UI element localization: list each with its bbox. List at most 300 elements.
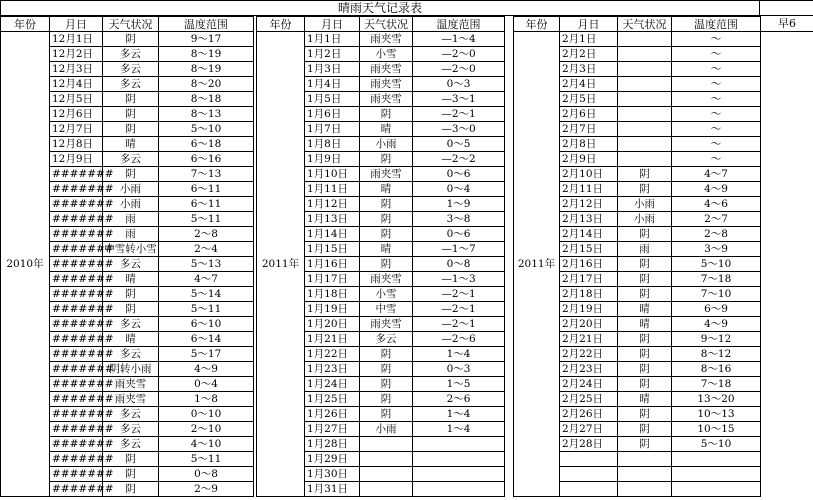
temp-range-cell[interactable]: 10～13 bbox=[672, 407, 761, 422]
weather-cell[interactable]: 阴 bbox=[618, 227, 672, 242]
temp-range-cell[interactable]: —3～0 bbox=[413, 122, 505, 137]
temp-range-cell[interactable]: 8～20 bbox=[159, 77, 254, 92]
date-cell[interactable]: 2月19日 bbox=[560, 302, 618, 317]
temp-range-cell[interactable]: 0～5 bbox=[413, 137, 505, 152]
weather-cell[interactable]: 多云 bbox=[103, 347, 159, 362]
date-cell[interactable]: 1月27日 bbox=[305, 422, 360, 437]
date-cell[interactable]: ####### bbox=[50, 167, 103, 182]
temp-range-cell[interactable]: 5～11 bbox=[159, 212, 254, 227]
weather-cell[interactable]: 阴 bbox=[618, 422, 672, 437]
weather-cell[interactable]: 阴 bbox=[103, 107, 159, 122]
weather-cell[interactable]: 阴 bbox=[360, 347, 413, 362]
weather-cell[interactable] bbox=[360, 437, 413, 452]
date-cell[interactable]: 1月13日 bbox=[305, 212, 360, 227]
year-cell[interactable]: 2010年 bbox=[1, 32, 50, 497]
temp-range-cell[interactable]: 2～9 bbox=[159, 482, 254, 497]
date-cell[interactable]: 2月14日 bbox=[560, 227, 618, 242]
sheet-title[interactable]: 晴雨天气记录表 bbox=[0, 0, 760, 16]
weather-cell[interactable]: 阴 bbox=[618, 272, 672, 287]
date-cell[interactable]: ####### bbox=[50, 437, 103, 452]
header-weather-cell[interactable]: 天气状况 bbox=[103, 17, 159, 32]
temp-range-cell[interactable]: ～ bbox=[672, 137, 761, 152]
temp-range-cell[interactable]: 4～9 bbox=[672, 317, 761, 332]
temp-range-cell[interactable]: 8～19 bbox=[159, 47, 254, 62]
weather-cell[interactable]: 阴 bbox=[103, 467, 159, 482]
temp-range-cell[interactable]: 6～11 bbox=[159, 182, 254, 197]
date-cell[interactable]: 1月23日 bbox=[305, 362, 360, 377]
weather-cell[interactable]: 雨夹雪 bbox=[360, 32, 413, 47]
year-cell[interactable]: 2011年 bbox=[514, 32, 560, 497]
weather-cell[interactable]: 多云 bbox=[103, 77, 159, 92]
weather-cell[interactable]: 阴 bbox=[360, 227, 413, 242]
date-cell[interactable]: 1月16日 bbox=[305, 257, 360, 272]
temp-range-cell[interactable] bbox=[413, 482, 505, 497]
weather-cell[interactable]: 阴 bbox=[103, 92, 159, 107]
temp-range-cell[interactable]: 0～3 bbox=[413, 77, 505, 92]
date-cell[interactable] bbox=[560, 482, 618, 497]
weather-cell[interactable]: 小雨 bbox=[618, 212, 672, 227]
date-cell[interactable]: 1月18日 bbox=[305, 287, 360, 302]
weather-cell[interactable]: 小雨 bbox=[618, 197, 672, 212]
weather-cell[interactable]: 多云 bbox=[360, 332, 413, 347]
temp-range-cell[interactable]: 4～7 bbox=[672, 167, 761, 182]
weather-cell[interactable] bbox=[360, 467, 413, 482]
weather-cell[interactable]: 多云 bbox=[103, 152, 159, 167]
date-cell[interactable]: 2月11日 bbox=[560, 182, 618, 197]
date-cell[interactable]: 1月20日 bbox=[305, 317, 360, 332]
date-cell[interactable]: ####### bbox=[50, 377, 103, 392]
date-cell[interactable]: 1月9日 bbox=[305, 152, 360, 167]
header-date-cell[interactable]: 月日 bbox=[50, 17, 103, 32]
weather-cell[interactable]: 阴 bbox=[618, 437, 672, 452]
weather-cell[interactable] bbox=[360, 482, 413, 497]
weather-cell[interactable]: 雨夹雪 bbox=[360, 272, 413, 287]
weather-cell[interactable]: 雨 bbox=[618, 242, 672, 257]
temp-range-cell[interactable]: 6～11 bbox=[159, 197, 254, 212]
date-cell[interactable]: 1月5日 bbox=[305, 92, 360, 107]
weather-cell[interactable]: 晴 bbox=[618, 302, 672, 317]
temp-range-cell[interactable]: 1～4 bbox=[413, 407, 505, 422]
date-cell[interactable]: 1月25日 bbox=[305, 392, 360, 407]
temp-range-cell[interactable]: ～ bbox=[672, 122, 761, 137]
date-cell[interactable]: 2月22日 bbox=[560, 347, 618, 362]
temp-range-cell[interactable] bbox=[413, 437, 505, 452]
weather-cell[interactable]: 阴 bbox=[360, 362, 413, 377]
temp-range-cell[interactable]: —2～1 bbox=[413, 317, 505, 332]
weather-cell[interactable]: 阴 bbox=[360, 377, 413, 392]
weather-cell[interactable]: 阴 bbox=[103, 482, 159, 497]
date-cell[interactable]: 1月30日 bbox=[305, 467, 360, 482]
temp-range-cell[interactable]: ～ bbox=[672, 32, 761, 47]
date-cell[interactable]: 1月2日 bbox=[305, 47, 360, 62]
date-cell[interactable]: 1月10日 bbox=[305, 167, 360, 182]
weather-cell[interactable] bbox=[618, 77, 672, 92]
table-row bbox=[257, 32, 505, 47]
date-cell[interactable]: 2月3日 bbox=[560, 62, 618, 77]
temp-range-cell[interactable]: ～ bbox=[672, 77, 761, 92]
weather-cell[interactable]: 多云 bbox=[103, 422, 159, 437]
weather-cell[interactable]: 阴 bbox=[360, 392, 413, 407]
date-cell[interactable]: 12月2日 bbox=[50, 47, 103, 62]
header-temp-cell[interactable]: 温度范围 bbox=[413, 17, 505, 32]
header-weather-cell[interactable]: 天气状况 bbox=[360, 17, 413, 32]
title-row-right-cell[interactable] bbox=[760, 0, 813, 16]
weather-cell[interactable]: 小雨 bbox=[103, 197, 159, 212]
date-cell[interactable]: ####### bbox=[50, 317, 103, 332]
weather-cell[interactable]: 晴 bbox=[103, 332, 159, 347]
temp-range-cell[interactable]: —2～6 bbox=[413, 332, 505, 347]
weather-cell[interactable]: 阴 bbox=[103, 122, 159, 137]
date-cell[interactable]: ####### bbox=[50, 182, 103, 197]
temp-range-cell[interactable]: 5～11 bbox=[159, 452, 254, 467]
temp-range-cell[interactable]: 0～10 bbox=[159, 407, 254, 422]
date-cell[interactable]: 1月24日 bbox=[305, 377, 360, 392]
date-cell[interactable]: ####### bbox=[50, 392, 103, 407]
temp-range-cell[interactable]: 1～4 bbox=[413, 422, 505, 437]
temp-range-cell[interactable]: 3～8 bbox=[413, 212, 505, 227]
temp-range-cell[interactable]: 9～17 bbox=[159, 32, 254, 47]
temp-range-cell[interactable]: 4～9 bbox=[672, 182, 761, 197]
date-cell[interactable]: 1月1日 bbox=[305, 32, 360, 47]
weather-cell[interactable] bbox=[618, 107, 672, 122]
temp-range-cell[interactable]: 2～8 bbox=[159, 227, 254, 242]
header-year-cell[interactable]: 年份 bbox=[257, 17, 305, 32]
date-cell[interactable]: ####### bbox=[50, 362, 103, 377]
date-cell[interactable]: 1月7日 bbox=[305, 122, 360, 137]
temp-range-cell[interactable]: 6～14 bbox=[159, 332, 254, 347]
temp-range-cell[interactable]: 5～14 bbox=[159, 287, 254, 302]
date-cell[interactable]: ####### bbox=[50, 197, 103, 212]
weather-cell[interactable]: 阴 bbox=[103, 302, 159, 317]
weather-cell[interactable]: 雨夹雪 bbox=[360, 62, 413, 77]
date-cell[interactable]: 12月1日 bbox=[50, 32, 103, 47]
weather-cell[interactable]: 阴 bbox=[618, 182, 672, 197]
temp-range-cell[interactable]: 1～8 bbox=[159, 392, 254, 407]
weather-cell[interactable]: 阴 bbox=[618, 407, 672, 422]
temp-range-cell[interactable]: 0～6 bbox=[413, 167, 505, 182]
date-cell[interactable]: 1月26日 bbox=[305, 407, 360, 422]
date-cell[interactable]: 2月27日 bbox=[560, 422, 618, 437]
date-cell[interactable]: 2月2日 bbox=[560, 47, 618, 62]
date-cell[interactable]: 2月13日 bbox=[560, 212, 618, 227]
temp-range-cell[interactable]: ～ bbox=[672, 107, 761, 122]
weather-cell[interactable]: 小雪 bbox=[360, 47, 413, 62]
temp-range-cell[interactable]: 5～13 bbox=[159, 257, 254, 272]
weather-cell[interactable] bbox=[618, 92, 672, 107]
date-cell[interactable]: 2月8日 bbox=[560, 137, 618, 152]
extra-header-cell[interactable]: 早6 bbox=[760, 16, 813, 32]
date-cell[interactable]: 1月8日 bbox=[305, 137, 360, 152]
weather-cell[interactable]: 阴 bbox=[618, 287, 672, 302]
temp-range-cell[interactable]: —3～1 bbox=[413, 92, 505, 107]
weather-cell[interactable]: 阴转小雨 bbox=[103, 362, 159, 377]
weather-cell[interactable]: 阴 bbox=[360, 107, 413, 122]
date-cell[interactable]: 12月8日 bbox=[50, 137, 103, 152]
weather-cell[interactable]: 晴 bbox=[103, 272, 159, 287]
year-cell[interactable]: 2011年 bbox=[257, 32, 305, 497]
temp-range-cell[interactable]: 4～9 bbox=[159, 362, 254, 377]
temp-range-cell[interactable]: —1～3 bbox=[413, 272, 505, 287]
date-cell[interactable]: 12月3日 bbox=[50, 62, 103, 77]
temp-range-cell[interactable]: 2～4 bbox=[159, 242, 254, 257]
weather-cell[interactable] bbox=[618, 32, 672, 47]
date-cell[interactable]: 2月12日 bbox=[560, 197, 618, 212]
temp-range-cell[interactable]: 0～4 bbox=[159, 377, 254, 392]
weather-cell[interactable]: 雨夹雪 bbox=[103, 392, 159, 407]
date-cell[interactable]: 2月18日 bbox=[560, 287, 618, 302]
weather-cell[interactable]: 阴 bbox=[360, 152, 413, 167]
date-cell[interactable]: 1月28日 bbox=[305, 437, 360, 452]
temp-range-cell[interactable]: 6～16 bbox=[159, 152, 254, 167]
temp-range-cell[interactable]: 8～16 bbox=[672, 362, 761, 377]
weather-cell[interactable]: 雨夹雪 bbox=[360, 77, 413, 92]
temp-range-cell[interactable] bbox=[672, 467, 761, 482]
weather-cell[interactable]: 晴 bbox=[360, 122, 413, 137]
date-cell[interactable]: 2月1日 bbox=[560, 32, 618, 47]
temp-range-cell[interactable]: 7～18 bbox=[672, 272, 761, 287]
date-cell[interactable]: 2月9日 bbox=[560, 152, 618, 167]
temp-range-cell[interactable] bbox=[413, 452, 505, 467]
weather-cell[interactable]: 阴 bbox=[618, 257, 672, 272]
weather-cell[interactable]: 阴 bbox=[618, 347, 672, 362]
date-cell[interactable]: 2月16日 bbox=[560, 257, 618, 272]
date-cell[interactable]: ####### bbox=[50, 287, 103, 302]
date-cell[interactable]: 2月10日 bbox=[560, 167, 618, 182]
temp-range-cell[interactable]: 1～4 bbox=[413, 347, 505, 362]
weather-cell[interactable] bbox=[618, 137, 672, 152]
temp-range-cell[interactable]: 5～11 bbox=[159, 302, 254, 317]
temp-range-cell[interactable]: 4～6 bbox=[672, 197, 761, 212]
date-cell[interactable]: ####### bbox=[50, 347, 103, 362]
weather-cell[interactable]: 多云 bbox=[103, 437, 159, 452]
date-cell[interactable]: 1月19日 bbox=[305, 302, 360, 317]
temp-range-cell[interactable]: 1～5 bbox=[413, 377, 505, 392]
weather-cell[interactable]: 晴 bbox=[360, 182, 413, 197]
temp-range-cell[interactable]: 0～6 bbox=[413, 227, 505, 242]
temp-range-cell[interactable]: 6～18 bbox=[159, 137, 254, 152]
weather-cell[interactable] bbox=[360, 452, 413, 467]
weather-cell[interactable]: 小雪 bbox=[360, 287, 413, 302]
weather-cell[interactable]: 雨夹雪 bbox=[360, 317, 413, 332]
date-cell[interactable]: ####### bbox=[50, 227, 103, 242]
date-cell[interactable]: 1月15日 bbox=[305, 242, 360, 257]
temp-range-cell[interactable]: 2～8 bbox=[672, 227, 761, 242]
date-cell[interactable]: 1月14日 bbox=[305, 227, 360, 242]
temp-range-cell[interactable]: 0～4 bbox=[413, 182, 505, 197]
header-row bbox=[514, 17, 761, 32]
header-weather-cell[interactable]: 天气状况 bbox=[618, 17, 672, 32]
table-row bbox=[1, 32, 254, 47]
date-cell[interactable]: ####### bbox=[50, 467, 103, 482]
weather-cell[interactable]: 阴 bbox=[618, 377, 672, 392]
temp-range-cell[interactable]: 8～19 bbox=[159, 62, 254, 77]
weather-cell[interactable]: 小雨 bbox=[103, 182, 159, 197]
date-cell[interactable]: 2月15日 bbox=[560, 242, 618, 257]
weather-cell[interactable]: 中雪转小雪 bbox=[104, 242, 157, 255]
weather-cell[interactable]: 阴 bbox=[618, 362, 672, 377]
weather-cell[interactable]: 多云 bbox=[103, 407, 159, 422]
temp-range-cell[interactable]: 4～7 bbox=[159, 272, 254, 287]
date-cell[interactable]: 2月23日 bbox=[560, 362, 618, 377]
temp-range-cell[interactable]: 0～8 bbox=[159, 467, 254, 482]
temp-range-cell[interactable]: —2～1 bbox=[413, 107, 505, 122]
date-cell[interactable]: ####### bbox=[50, 482, 103, 497]
temp-range-cell[interactable]: 8～12 bbox=[672, 347, 761, 362]
header-temp-cell[interactable]: 温度范围 bbox=[672, 17, 761, 32]
date-cell[interactable]: 12月6日 bbox=[50, 107, 103, 122]
weather-cell[interactable]: 雨夹雪 bbox=[360, 92, 413, 107]
date-cell[interactable]: ####### bbox=[50, 452, 103, 467]
weather-cell[interactable]: 多云 bbox=[103, 47, 159, 62]
temp-range-cell[interactable]: 5～10 bbox=[672, 437, 761, 452]
temp-range-cell[interactable]: 13～20 bbox=[672, 392, 761, 407]
temp-range-cell[interactable]: ～ bbox=[672, 47, 761, 62]
weather-cell[interactable]: 阴 bbox=[103, 32, 159, 47]
temp-range-cell[interactable]: —2～0 bbox=[413, 62, 505, 77]
temp-range-cell[interactable]: ～ bbox=[672, 92, 761, 107]
date-cell[interactable]: 1月29日 bbox=[305, 452, 360, 467]
temp-range-cell[interactable]: 8～18 bbox=[159, 92, 254, 107]
weather-cell[interactable]: 雨 bbox=[103, 212, 159, 227]
weather-cell[interactable]: 多云 bbox=[103, 62, 159, 77]
temp-range-cell[interactable]: —2～1 bbox=[413, 287, 505, 302]
date-cell[interactable]: 1月22日 bbox=[305, 347, 360, 362]
date-cell[interactable]: 12月7日 bbox=[50, 122, 103, 137]
temp-range-cell[interactable]: 7～10 bbox=[672, 287, 761, 302]
temp-range-cell[interactable]: 8～13 bbox=[159, 107, 254, 122]
temp-range-cell[interactable]: —2～0 bbox=[413, 47, 505, 62]
weather-cell[interactable]: 雨夹雪 bbox=[360, 167, 413, 182]
temp-range-cell[interactable]: —1～7 bbox=[413, 242, 505, 257]
temp-range-cell[interactable]: 7～18 bbox=[672, 377, 761, 392]
temp-range-cell[interactable] bbox=[672, 452, 761, 467]
temp-range-cell[interactable]: —2～2 bbox=[413, 152, 505, 167]
header-date-cell[interactable]: 月日 bbox=[560, 17, 618, 32]
temp-range-cell[interactable]: 0～3 bbox=[413, 362, 505, 377]
temp-range-cell[interactable]: —2～1 bbox=[413, 302, 505, 317]
date-cell[interactable]: 12月5日 bbox=[50, 92, 103, 107]
header-year-cell[interactable]: 年份 bbox=[1, 17, 50, 32]
header-year-cell[interactable]: 年份 bbox=[514, 17, 560, 32]
weather-cell[interactable]: 阴 bbox=[618, 167, 672, 182]
weather-cell[interactable]: 小雨 bbox=[360, 137, 413, 152]
date-cell[interactable]: 2月4日 bbox=[560, 77, 618, 92]
date-cell[interactable]: 1月3日 bbox=[305, 62, 360, 77]
temp-range-cell[interactable]: 10～15 bbox=[672, 422, 761, 437]
temp-range-cell[interactable] bbox=[413, 467, 505, 482]
temp-range-cell[interactable]: 5～10 bbox=[672, 257, 761, 272]
weather-cell[interactable]: 晴 bbox=[618, 392, 672, 407]
weather-cell[interactable]: 阴 bbox=[618, 332, 672, 347]
temp-range-cell[interactable]: 0～8 bbox=[413, 257, 505, 272]
weather-cell[interactable]: 雨夹雪 bbox=[103, 377, 159, 392]
weather-cell[interactable]: 阴 bbox=[103, 167, 159, 182]
weather-cell[interactable] bbox=[618, 122, 672, 137]
temp-range-cell[interactable]: 9～12 bbox=[672, 332, 761, 347]
temp-range-cell[interactable] bbox=[672, 482, 761, 497]
date-cell[interactable]: 2月28日 bbox=[560, 437, 618, 452]
weather-cell[interactable]: 晴 bbox=[103, 137, 159, 152]
date-cell[interactable]: 2月17日 bbox=[560, 272, 618, 287]
weather-cell[interactable]: 阴 bbox=[360, 197, 413, 212]
weather-cell[interactable]: 阴 bbox=[360, 407, 413, 422]
date-cell[interactable]: ####### bbox=[50, 332, 103, 347]
weather-cell[interactable] bbox=[618, 47, 672, 62]
date-cell[interactable]: 1月31日 bbox=[305, 482, 360, 497]
temp-range-cell[interactable]: —1～4 bbox=[413, 32, 505, 47]
date-cell[interactable]: 1月21日 bbox=[305, 332, 360, 347]
date-cell[interactable]: ####### bbox=[50, 302, 103, 317]
date-cell[interactable] bbox=[560, 467, 618, 482]
weather-cell[interactable]: 阴 bbox=[360, 212, 413, 227]
weather-cell[interactable] bbox=[618, 467, 672, 482]
date-cell[interactable]: 2月26日 bbox=[560, 407, 618, 422]
date-cell[interactable]: 2月20日 bbox=[560, 317, 618, 332]
date-cell[interactable]: 1月12日 bbox=[305, 197, 360, 212]
weather-cell[interactable]: 晴 bbox=[360, 242, 413, 257]
temp-range-cell[interactable]: 3～9 bbox=[672, 242, 761, 257]
date-cell[interactable] bbox=[560, 452, 618, 467]
weather-cell[interactable] bbox=[618, 482, 672, 497]
header-date-cell[interactable]: 月日 bbox=[305, 17, 360, 32]
temp-range-cell[interactable]: ～ bbox=[672, 152, 761, 167]
date-cell[interactable]: 2月7日 bbox=[560, 122, 618, 137]
date-cell[interactable]: ####### bbox=[50, 257, 103, 272]
date-cell[interactable]: 2月24日 bbox=[560, 377, 618, 392]
temp-range-cell[interactable]: 7～13 bbox=[159, 167, 254, 182]
date-cell[interactable]: 2月25日 bbox=[560, 392, 618, 407]
date-cell[interactable]: ####### bbox=[50, 242, 103, 257]
date-cell[interactable]: 1月11日 bbox=[305, 182, 360, 197]
weather-cell[interactable]: 小雨 bbox=[360, 422, 413, 437]
date-cell[interactable]: 1月17日 bbox=[305, 272, 360, 287]
temp-range-cell[interactable]: 6～10 bbox=[159, 317, 254, 332]
weather-cell[interactable]: 阴 bbox=[360, 257, 413, 272]
weather-cell[interactable]: 中雪 bbox=[360, 302, 413, 317]
weather-cell[interactable]: 阴 bbox=[103, 452, 159, 467]
date-cell[interactable]: ####### bbox=[50, 407, 103, 422]
date-cell[interactable]: 1月6日 bbox=[305, 107, 360, 122]
header-temp-cell[interactable]: 温度范围 bbox=[159, 17, 254, 32]
temp-range-cell[interactable]: 1～9 bbox=[413, 197, 505, 212]
weather-cell[interactable] bbox=[618, 62, 672, 77]
weather-cell[interactable] bbox=[618, 152, 672, 167]
date-cell[interactable]: ####### bbox=[50, 422, 103, 437]
temp-range-cell[interactable]: ～ bbox=[672, 62, 761, 77]
date-cell[interactable]: ####### bbox=[50, 212, 103, 227]
weather-cell[interactable]: 晴 bbox=[618, 317, 672, 332]
temp-range-cell[interactable]: 2～7 bbox=[672, 212, 761, 227]
weather-cell[interactable]: 多云 bbox=[103, 317, 159, 332]
weather-cell[interactable] bbox=[618, 452, 672, 467]
weather-cell[interactable]: 阴 bbox=[103, 287, 159, 302]
date-cell[interactable]: 12月4日 bbox=[50, 77, 103, 92]
date-cell[interactable]: 12月9日 bbox=[50, 152, 103, 167]
temp-range-cell[interactable]: 6～9 bbox=[672, 302, 761, 317]
date-cell[interactable]: 1月4日 bbox=[305, 77, 360, 92]
weather-cell[interactable]: 雨 bbox=[103, 227, 159, 242]
date-cell[interactable]: 2月21日 bbox=[560, 332, 618, 347]
date-cell[interactable]: ####### bbox=[50, 272, 103, 287]
temp-range-cell[interactable]: 4～10 bbox=[159, 437, 254, 452]
weather-cell[interactable]: 多云 bbox=[103, 257, 159, 272]
temp-range-cell[interactable]: 5～17 bbox=[159, 347, 254, 362]
temp-range-cell[interactable]: 5～10 bbox=[159, 122, 254, 137]
temp-range-cell[interactable]: 2～10 bbox=[159, 422, 254, 437]
temp-range-cell[interactable]: 2～6 bbox=[413, 392, 505, 407]
date-cell[interactable]: 2月5日 bbox=[560, 92, 618, 107]
date-cell[interactable]: 2月6日 bbox=[560, 107, 618, 122]
